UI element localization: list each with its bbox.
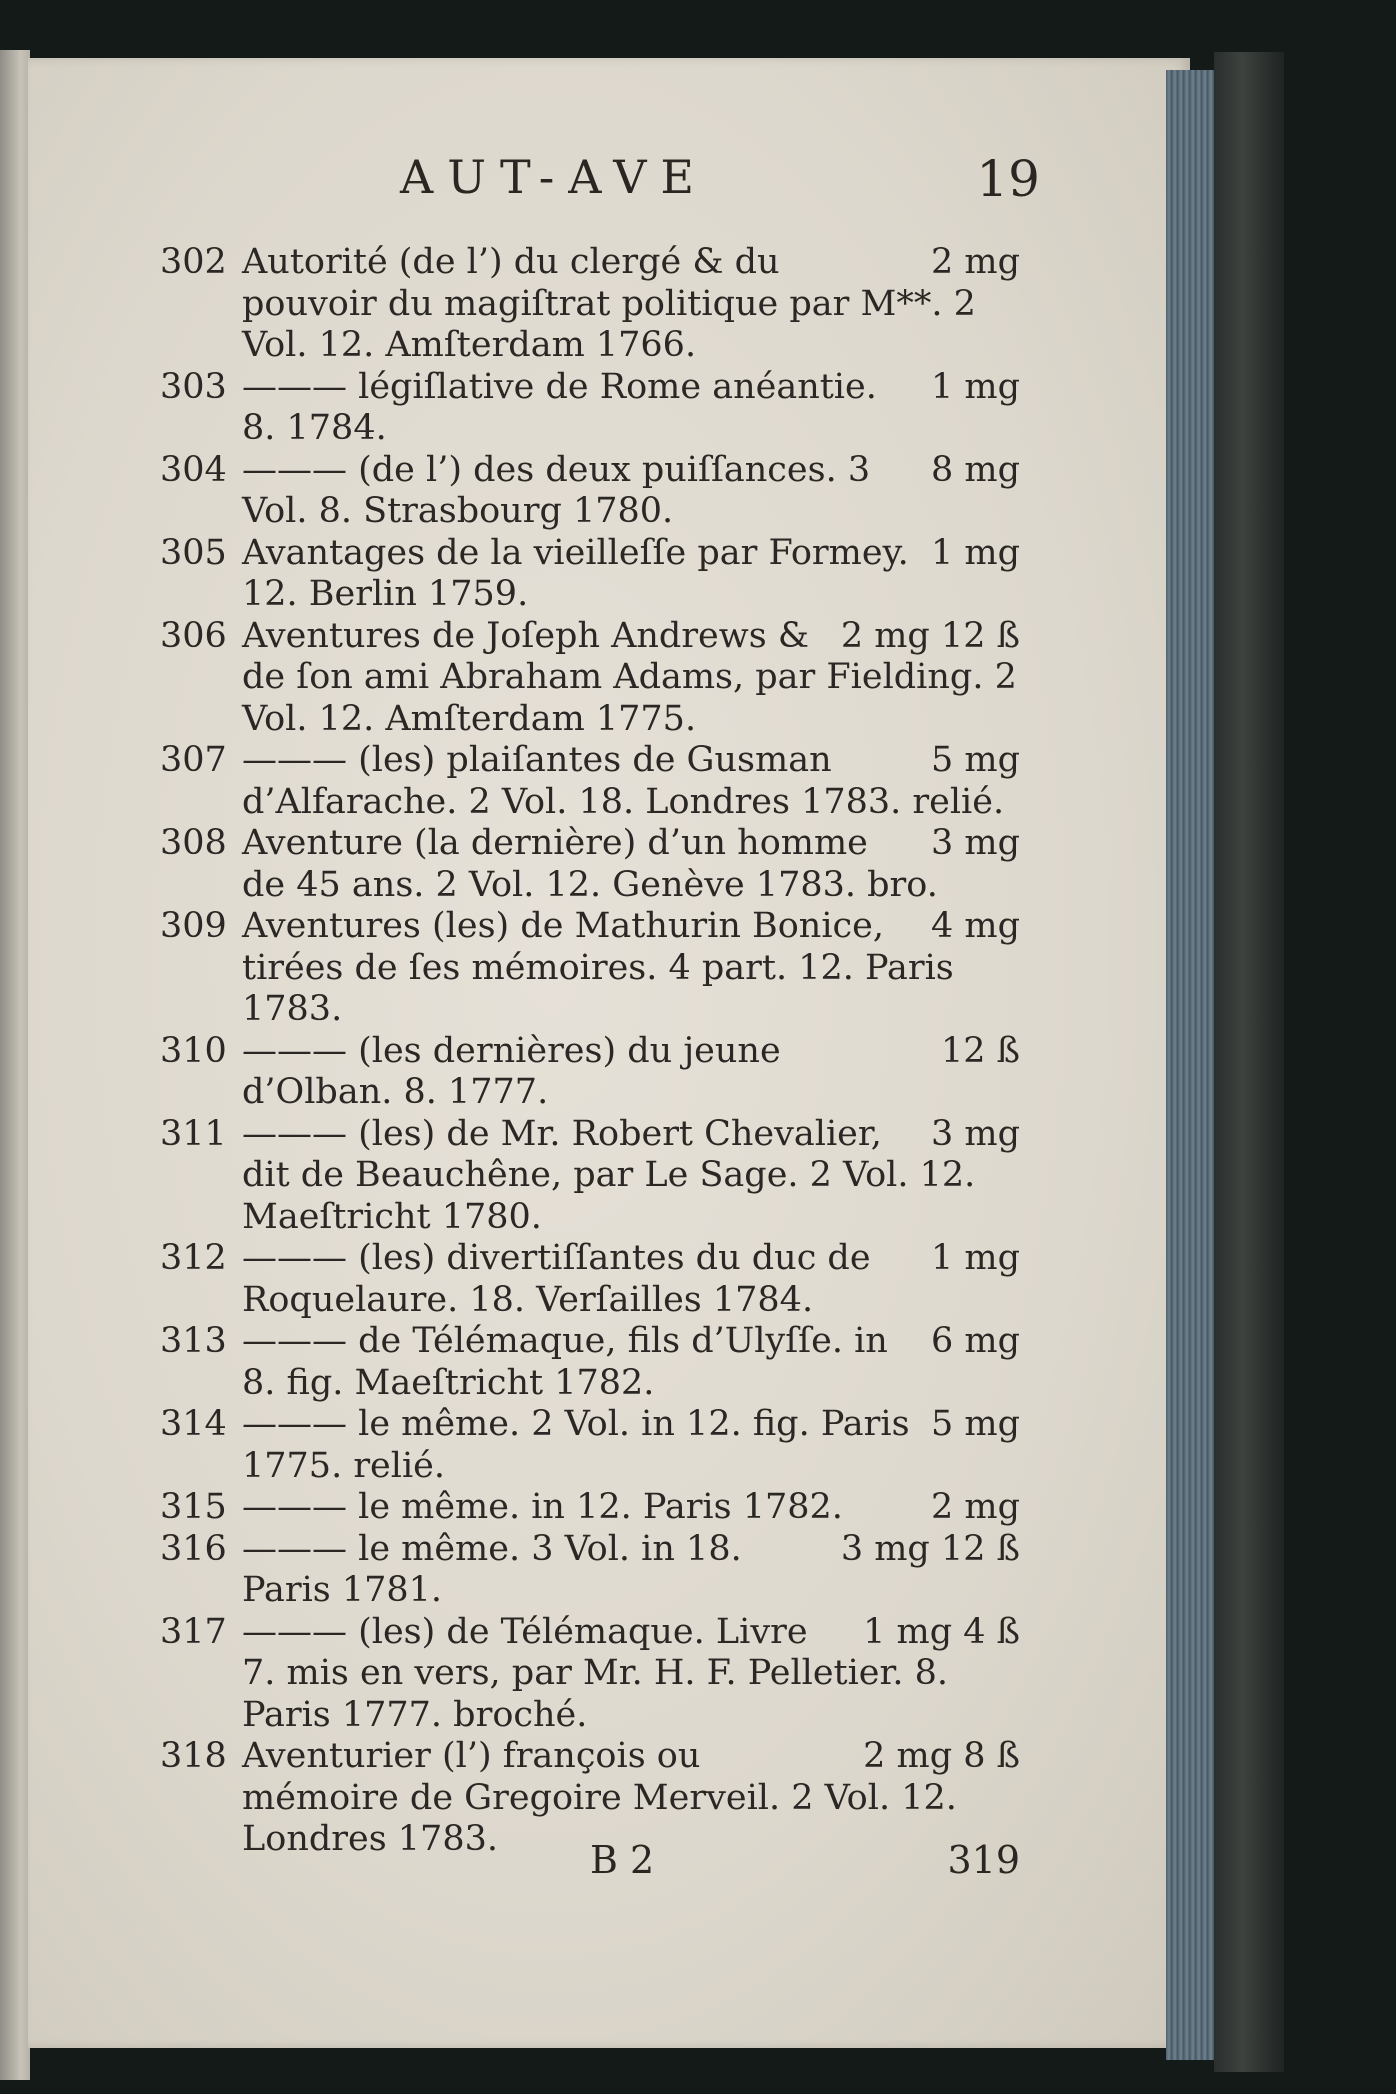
entry-text: ——— de Télémaque, fils d’Ulyſſe. in 8. fig. Maeſtricht 1782.	[242, 1321, 888, 1403]
entry-price: 2 mg 12 ß	[840, 615, 1020, 656]
entry-price: 12 ß	[940, 1030, 1020, 1071]
catalogue-entries	[160, 242, 1020, 1861]
catalogue-entry	[160, 1031, 1020, 1114]
entry-text: ——— (les) plaiſantes de Gusman d’Alfarache. 2 Vol. 18. Londres 1783. relié.	[242, 740, 1005, 822]
entry-text: ——— (les) de Télémaque. Livre 7. mis en vers, par Mr. H. F. Pelletier. 8. Paris 1777. broché.	[242, 1611, 949, 1735]
entry-text: Aventures (les) de Mathurin Bonice, tirées de ſes mémoires. 4 part. 12. Paris 1783.	[242, 906, 954, 1029]
catalogue-entry	[160, 1404, 1020, 1487]
entry-number: 315	[160, 1487, 227, 1527]
entry-number: 312	[160, 1238, 227, 1278]
entry-price: 2 mg	[931, 1487, 1020, 1527]
catchword: 319	[947, 1838, 1020, 1882]
catalogue-entry	[160, 616, 1020, 741]
entry-price: 1 mg	[931, 366, 1020, 407]
entry-price: 3 mg	[931, 823, 1020, 863]
signature-mark: B 2	[590, 1838, 655, 1882]
catalogue-entry	[160, 1321, 1020, 1404]
entry-text: Autorité (de l’) du clergé & du pouvoir du magiſtrat politique par M**. 2 Vol. 12. Amſterdam 1766.	[242, 242, 976, 365]
entry-price: 3 mg	[931, 1113, 1020, 1154]
page-header	[400, 150, 1040, 210]
entry-text: Aventures de Joſeph Andrews & de ſon ami Abraham Adams, par Fielding. 2 Vol. 12. Amſterdam 1775.	[242, 615, 1017, 739]
catalogue-entry	[160, 906, 1020, 1031]
catalogue-entry	[160, 242, 1020, 367]
page-footer	[590, 1838, 1020, 1888]
catalogue-entry	[160, 1238, 1020, 1321]
entry-text: ——— le même. 3 Vol. in 18. Paris 1781.	[242, 1528, 742, 1610]
entry-number: 306	[160, 615, 227, 656]
entry-text: Aventure (la dernière) d’un homme de 45 ans. 2 Vol. 12. Genève 1783. bro.	[242, 823, 938, 905]
entry-number: 314	[160, 1404, 227, 1444]
running-head: AUT-AVE	[400, 150, 709, 204]
entry-text: Avantages de la vieilleſſe par Formey. 12. Berlin 1759.	[242, 532, 909, 614]
page-block-edge	[1166, 70, 1216, 2060]
entry-number: 318	[160, 1736, 227, 1776]
catalogue-entry	[160, 1114, 1020, 1239]
entry-price: 1 mg	[931, 532, 1020, 573]
entry-text: Aventurier (l’) françois ou mémoire de Gregoire Merveil. 2 Vol. 12. Londres 1783.	[242, 1736, 957, 1859]
entry-number: 313	[160, 1321, 227, 1361]
entry-price: 3 mg 12 ß	[840, 1528, 1020, 1569]
entry-price: 5 mg	[931, 740, 1020, 780]
entry-price: 1 mg 4 ß	[863, 1611, 1020, 1652]
entry-number: 307	[160, 740, 227, 780]
entry-number: 303	[160, 366, 227, 407]
entry-number: 304	[160, 449, 227, 490]
entry-text: ——— légiſlative de Rome anéantie. 8. 1784.	[242, 366, 877, 448]
book-cover	[1214, 52, 1284, 2072]
catalogue-entry	[160, 1529, 1020, 1612]
entry-number: 305	[160, 532, 227, 573]
catalogue-entry	[160, 367, 1020, 450]
entry-price: 5 mg	[931, 1404, 1020, 1444]
entry-price: 4 mg	[931, 906, 1020, 946]
entry-text: ——— (les) de Mr. Robert Chevalier, dit de Beauchêne, par Le Sage. 2 Vol. 12. Maeſtricht 1780.	[242, 1113, 976, 1237]
entry-number: 316	[160, 1528, 227, 1569]
catalogue-entry	[160, 1612, 1020, 1737]
entry-price: 2 mg 8 ß	[863, 1736, 1020, 1776]
entry-price: 6 mg	[931, 1321, 1020, 1361]
entry-price: 2 mg	[931, 242, 1020, 282]
entry-text: ——— (les) divertiſſantes du duc de Roquelaure. 18. Verſailles 1784.	[242, 1238, 871, 1320]
catalogue-entry	[160, 1487, 1020, 1529]
entry-text: ——— le même. 2 Vol. in 12. fig. Paris 1775. relié.	[242, 1404, 910, 1486]
catalogue-entry	[160, 740, 1020, 823]
entry-number: 311	[160, 1113, 227, 1154]
entry-number: 309	[160, 906, 227, 946]
entry-text: ——— (de l’) des deux puiſſances. 3 Vol. 8. Strasbourg 1780.	[242, 449, 871, 531]
page-number: 19	[976, 150, 1040, 208]
entry-price: 8 mg	[931, 449, 1020, 490]
entry-number: 310	[160, 1030, 227, 1071]
catalogue-entry	[160, 823, 1020, 906]
catalogue-entry	[160, 450, 1020, 533]
entry-text: ——— le même. in 12. Paris 1782.	[242, 1487, 843, 1527]
entry-price: 1 mg	[931, 1238, 1020, 1278]
entry-number: 308	[160, 823, 227, 863]
entry-number: 302	[160, 242, 227, 282]
entry-text: ——— (les dernières) du jeune d’Olban. 8. 1777.	[242, 1030, 781, 1112]
facing-page-edge	[0, 50, 30, 2080]
catalogue-entry	[160, 533, 1020, 616]
entry-number: 317	[160, 1611, 227, 1652]
